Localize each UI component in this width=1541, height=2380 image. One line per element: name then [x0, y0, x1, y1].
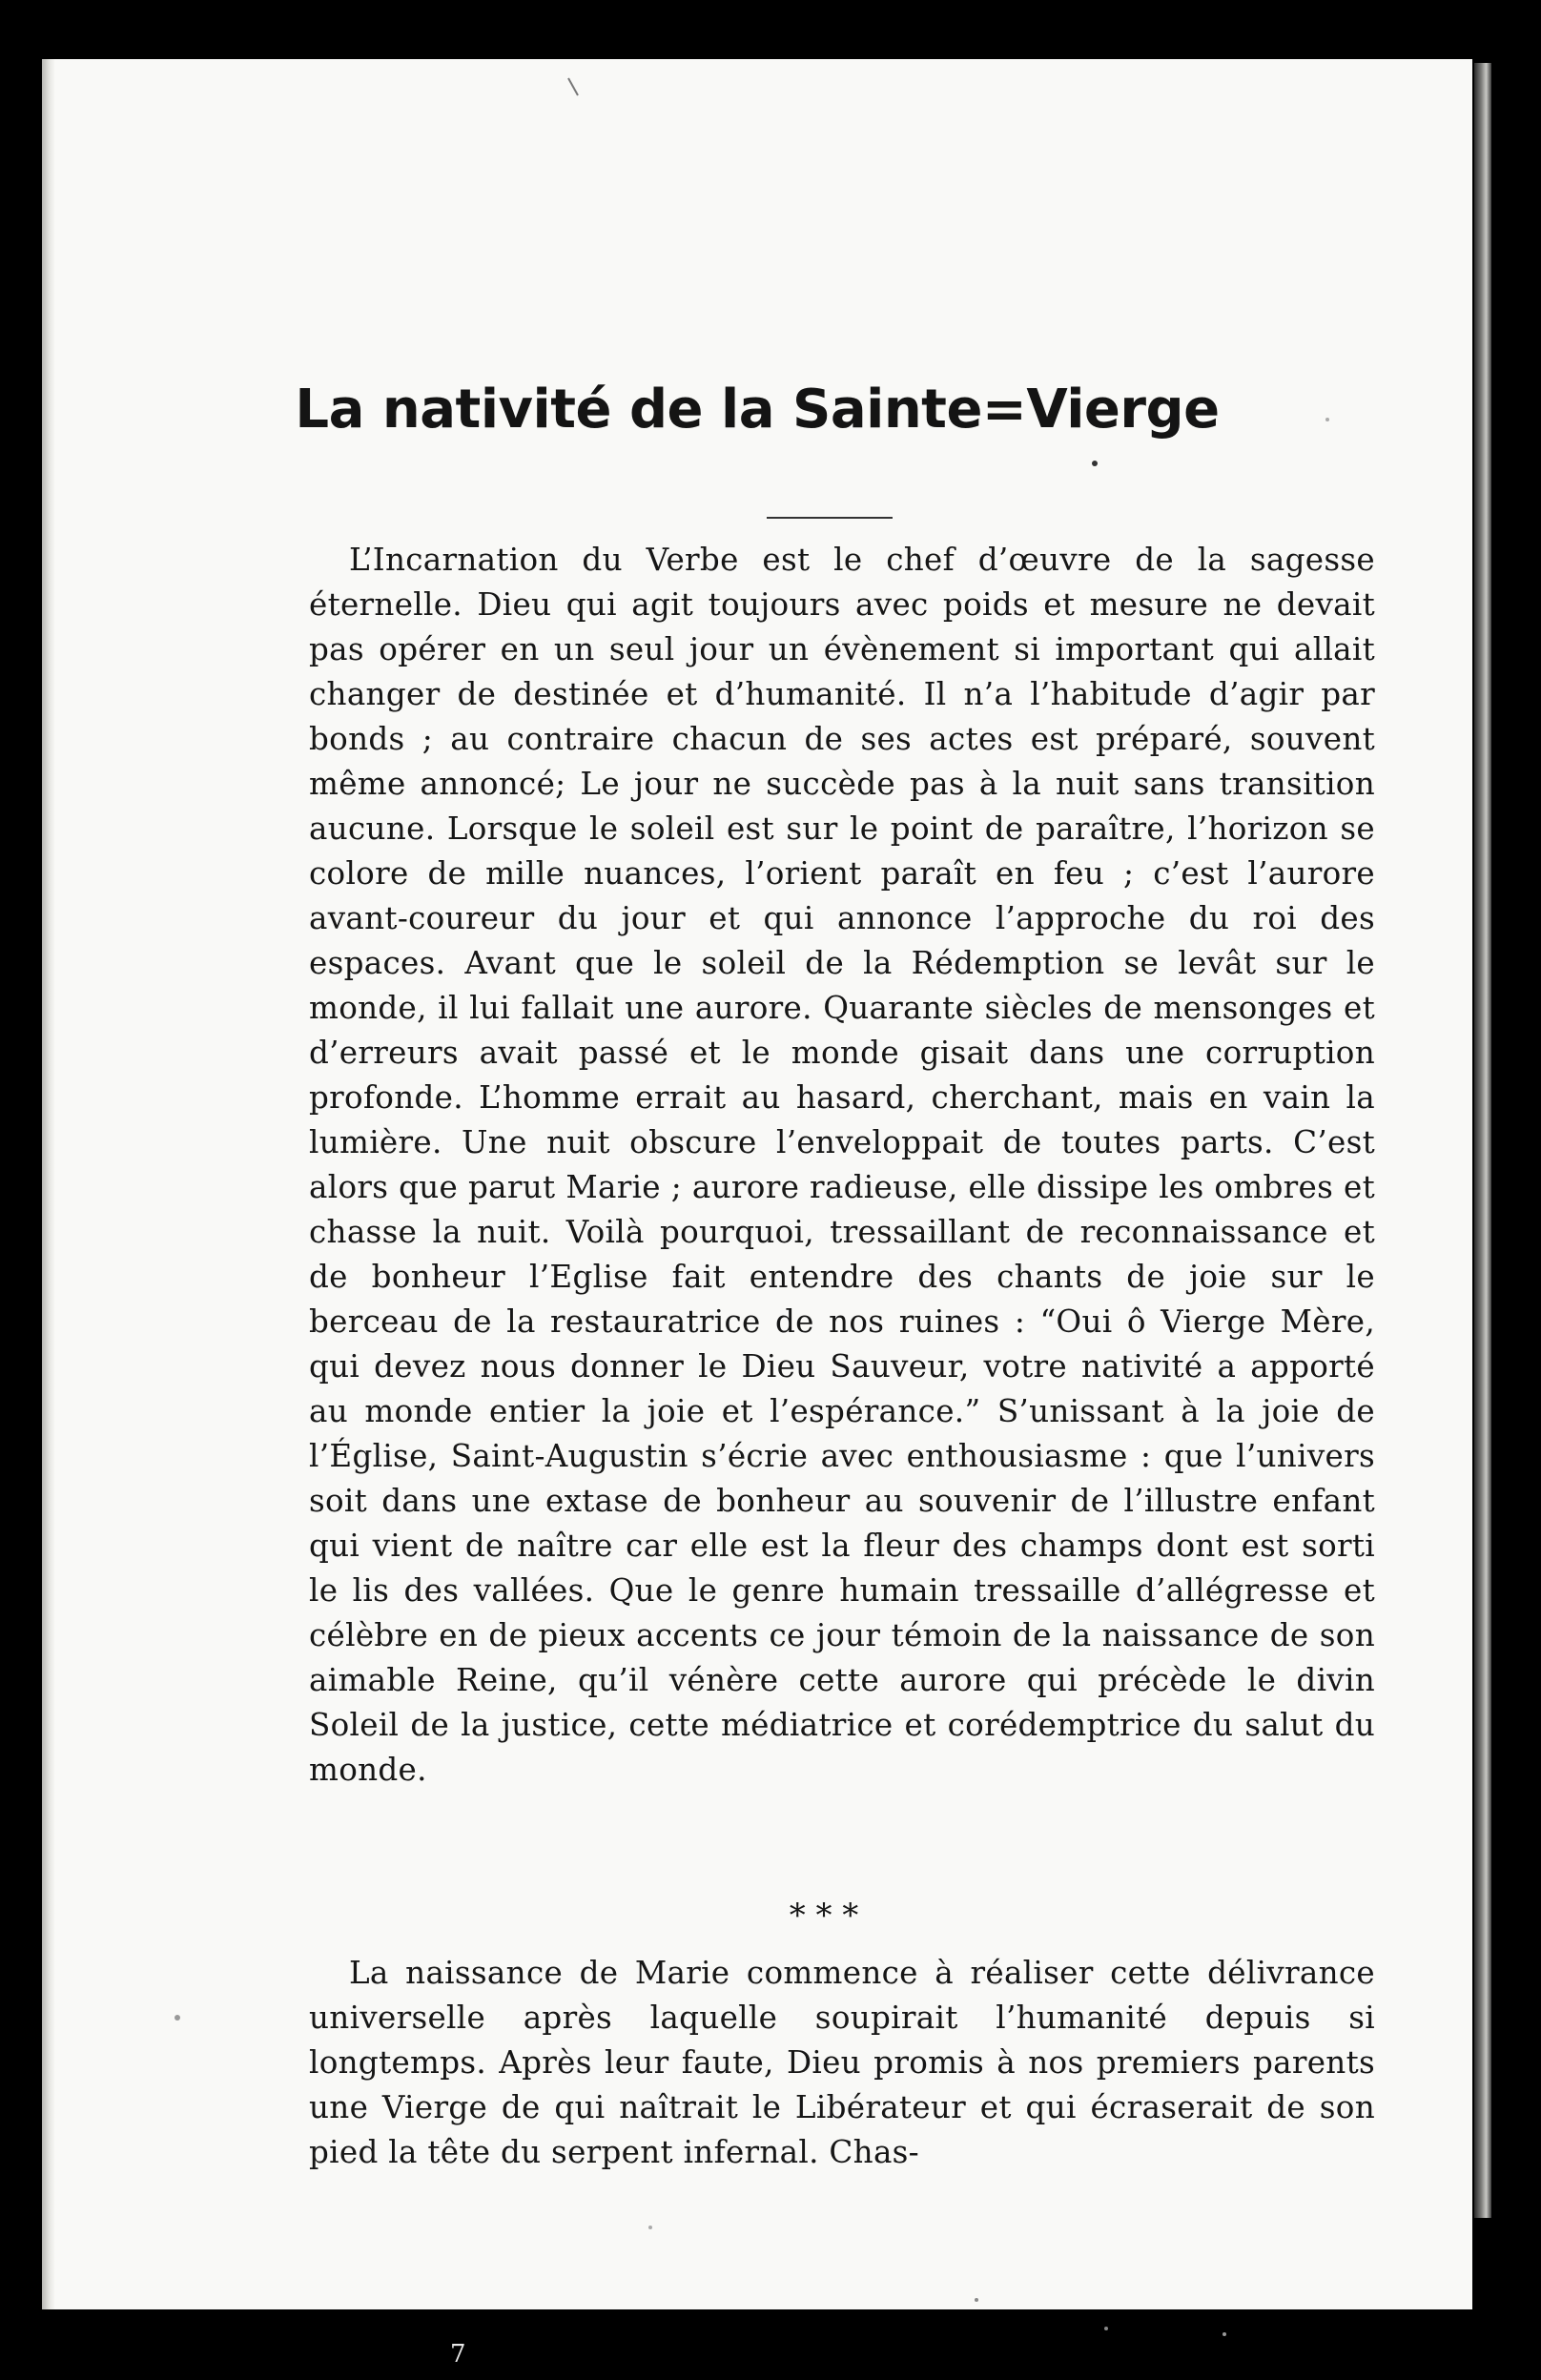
chapter-title: La nativité de la Sainte=Vierge	[295, 379, 1220, 441]
paragraph-1: L’Incarnation du Verbe est le chef d’œuvre de la sagesse éternelle. Dieu qui agit toujours avec poids et mesure ne devait pas opérer en un seul jour un évènement si important qui allait changer de destinée et d’humanité. Il n’a l’habitude d’agir par bonds ; au contraire chacun de ses actes est préparé, souvent même annoncé; Le jour ne succède pas à la nuit sans transition aucune. Lorsque le soleil est sur le point de paraître, l’horizon se colore de mille nuances, l’orient paraît en feu ; c’est l’aurore avant-coureur du jour et qui annonce l’approche du roi des espaces. Avant que le soleil de la Rédemption se levât sur le monde, il lui fallait une aurore. Quarante siècles de mensonges et d’erreurs avait passé et le monde gisait dans une corruption profonde. L’homme errait au hasard, cherchant, mais en vain la lumière. Une nuit obscure l’enveloppait de toutes parts. C’est alors que parut Marie ; aurore radieuse, elle dissipe les ombres et chasse la nuit. Voilà pourquoi, tressaillant de reconnaissance et de bonheur l’Eglise fait entendre des chants de joie sur le berceau de la restauratrice de nos ruines : “Oui ô Vierge Mère, qui devez nous donner le Dieu Sauveur, votre nativité a apporté au monde entier la joie et l’espérance.” S’unissant à la joie de l’Église, Saint-Augustin s’écrie avec enthousiasme : que l’univers soit dans une extase de bonheur au souvenir de l’illustre enfant qui vient de naître car elle est la fleur des champs dont est sorti le lis des vallées. Que le genre humain tressaille d’allégresse et célèbre en de pieux accents ce jour témoin de la naissance de son aimable Reine, qu’il vénère cette aurore qui précède le divin Soleil de la justice, cette médiatrice et corédemptrice du salut du monde.	[309, 542, 1375, 1788]
section-asterism: * * *	[789, 1897, 859, 1935]
page-number: 7	[450, 2340, 466, 2369]
paragraph-2: La naissance de Marie commence à réaliser cette délivrance universelle après laquelle soupirait l’humanité depuis si longtemps. Après leur faute, Dieu promis à nos premiers parents une Vierge de qui naîtrait le Libérateur et qui écraserait de son pied la tête du serpent infernal. Chas-	[309, 1955, 1375, 2170]
